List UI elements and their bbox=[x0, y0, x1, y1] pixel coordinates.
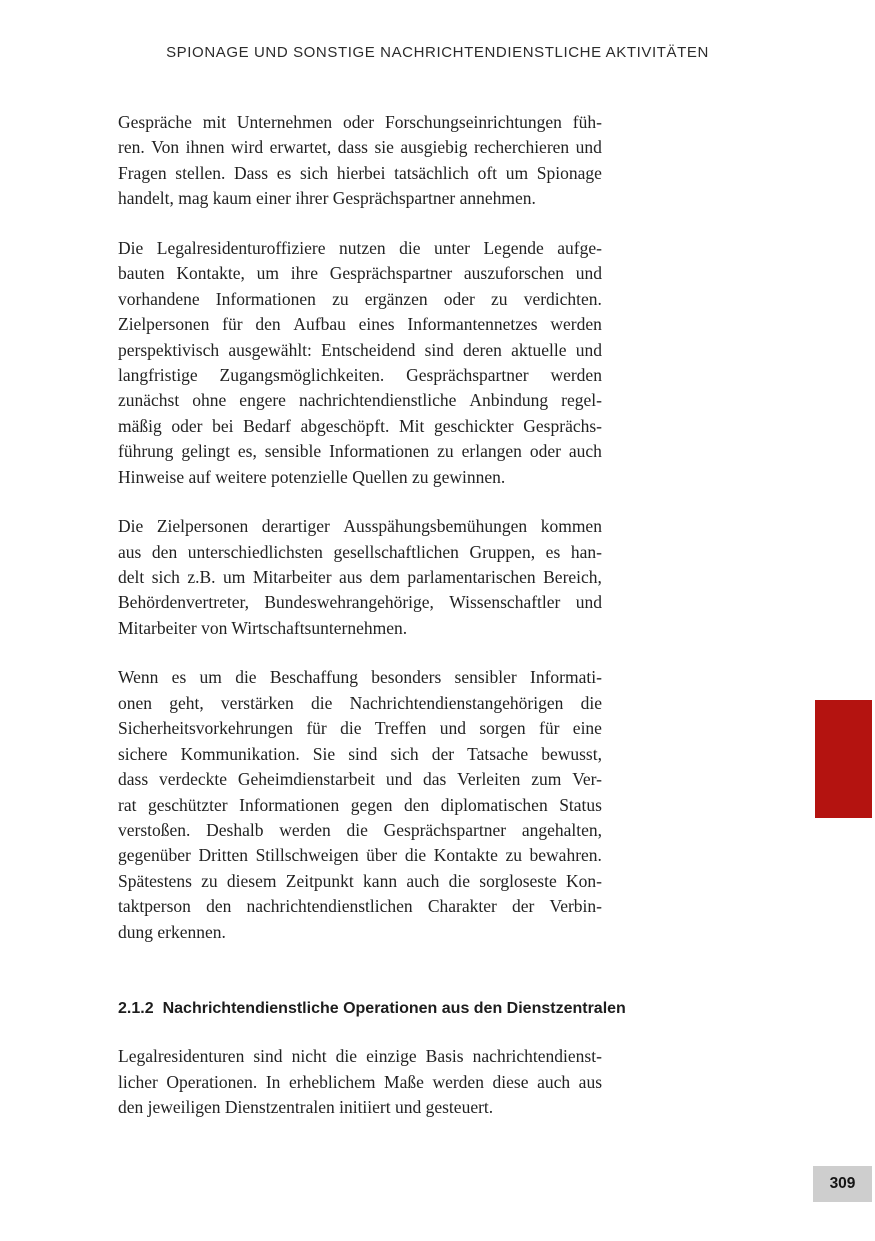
paragraph bbox=[118, 236, 602, 490]
running-header: SPIONAGE UND SONSTIGE NACHRICHTENDIENSTLICHE AKTIVITÄTEN bbox=[166, 44, 709, 61]
text-line: Sicherheitsvorkehrungen für die Treffen und sorgen für eine bbox=[118, 718, 602, 739]
text-line: Die Legalresidenturoffiziere nutzen die unter Legende aufge- bbox=[118, 237, 602, 258]
text-line: dung erkennen. bbox=[118, 921, 226, 942]
text-line: Legalresidenturen sind nicht die einzige Basis nachrichtendienst- bbox=[118, 1046, 602, 1067]
text-line: langfristige Zugangsmöglichkeiten. Gesprächspartner werden bbox=[118, 364, 602, 385]
section-number: 2.1.2 bbox=[118, 1000, 154, 1018]
paragraph bbox=[118, 1044, 602, 1120]
text-line: sichere Kommunikation. Sie sind sich der Tatsache bewusst, bbox=[118, 743, 602, 764]
text-line: zunächst ohne engere nachrichtendienstliche Anbindung regel- bbox=[118, 390, 602, 411]
text-line: Spätestens zu diesem Zeitpunkt kann auch die sorgloseste Kon- bbox=[118, 870, 602, 891]
text-line: Wenn es um die Beschaffung besonders sensibler Informati- bbox=[118, 667, 602, 688]
paragraph bbox=[118, 514, 602, 641]
section-title: Nachrichtendienstliche Operationen aus den Dienstzentralen bbox=[162, 1000, 626, 1018]
paragraph bbox=[118, 665, 602, 945]
text-line: dass verdeckte Geheimdienstarbeit und das Verleiten zum Ver- bbox=[118, 769, 602, 790]
text-line: perspektivisch ausgewählt: Entscheidend sind deren aktuelle und bbox=[118, 339, 602, 360]
text-line: gegenüber Dritten Stillschweigen über die Kontakte zu bewahren. bbox=[118, 845, 602, 866]
text-line: delt sich z.B. um Mitarbeiter aus dem parlamentarischen Bereich, bbox=[118, 567, 602, 587]
text-line: bauten Kontakte, um ihre Gesprächspartner auszuforschen und bbox=[118, 263, 602, 284]
text-column bbox=[118, 110, 626, 1144]
text-line: Hinweise auf weitere potenzielle Quellen zu gewinnen. bbox=[118, 466, 506, 487]
text-line: Zielpersonen für den Aufbau eines Informantennetzes werden bbox=[118, 314, 602, 335]
text-line: taktperson den nachrichtendienstlichen Charakter der Verbin- bbox=[118, 896, 602, 917]
text-line: führung gelingt es, sensible Informationen zu erlangen oder auch bbox=[118, 441, 602, 462]
text-line: ren. Von ihnen wird erwartet, dass sie ausgiebig recherchieren und bbox=[118, 137, 602, 158]
text-line: aus den unterschiedlichsten gesellschaftlichen Gruppen, es han- bbox=[118, 541, 602, 562]
text-line: den jeweiligen Dienstzentralen initiiert und gesteuert. bbox=[118, 1097, 494, 1117]
page-number-badge bbox=[813, 1166, 872, 1202]
text-line: Mitarbeiter von Wirtschaftsunternehmen. bbox=[118, 617, 408, 638]
text-line: verstoßen. Deshalb werden die Gesprächspartner angehalten, bbox=[118, 819, 602, 840]
section-heading bbox=[118, 996, 626, 1021]
text-line: handelt, mag kaum einer ihrer Gesprächspartner annehmen. bbox=[118, 188, 536, 209]
text-line: licher Operationen. In erheblichem Maße werden diese auch aus bbox=[118, 1071, 602, 1092]
text-line: Fragen stellen. Dass es sich hierbei tatsächlich oft um Spionage bbox=[118, 162, 602, 183]
text-line: rat geschützter Informationen gegen den diplomatischen Status bbox=[118, 794, 602, 815]
chapter-thumb-tab bbox=[815, 700, 872, 818]
text-line: Gespräche mit Unternehmen oder Forschungseinrichtungen füh- bbox=[118, 112, 602, 132]
text-line: vorhandene Informationen zu ergänzen oder zu verdichten. bbox=[118, 288, 602, 309]
page-number: 309 bbox=[829, 1175, 856, 1192]
text-line: Die Zielpersonen derartiger Ausspähungsbemühungen kommen bbox=[118, 516, 602, 537]
text-line: onen geht, verstärken die Nachrichtendienstangehörigen die bbox=[118, 692, 602, 713]
text-line: mäßig oder bei Bedarf abgeschöpft. Mit geschickter Gesprächs- bbox=[118, 415, 602, 436]
text-line: Behördenvertreter, Bundeswehrangehörige, Wissenschaftler und bbox=[118, 592, 602, 613]
paragraph bbox=[118, 110, 602, 212]
